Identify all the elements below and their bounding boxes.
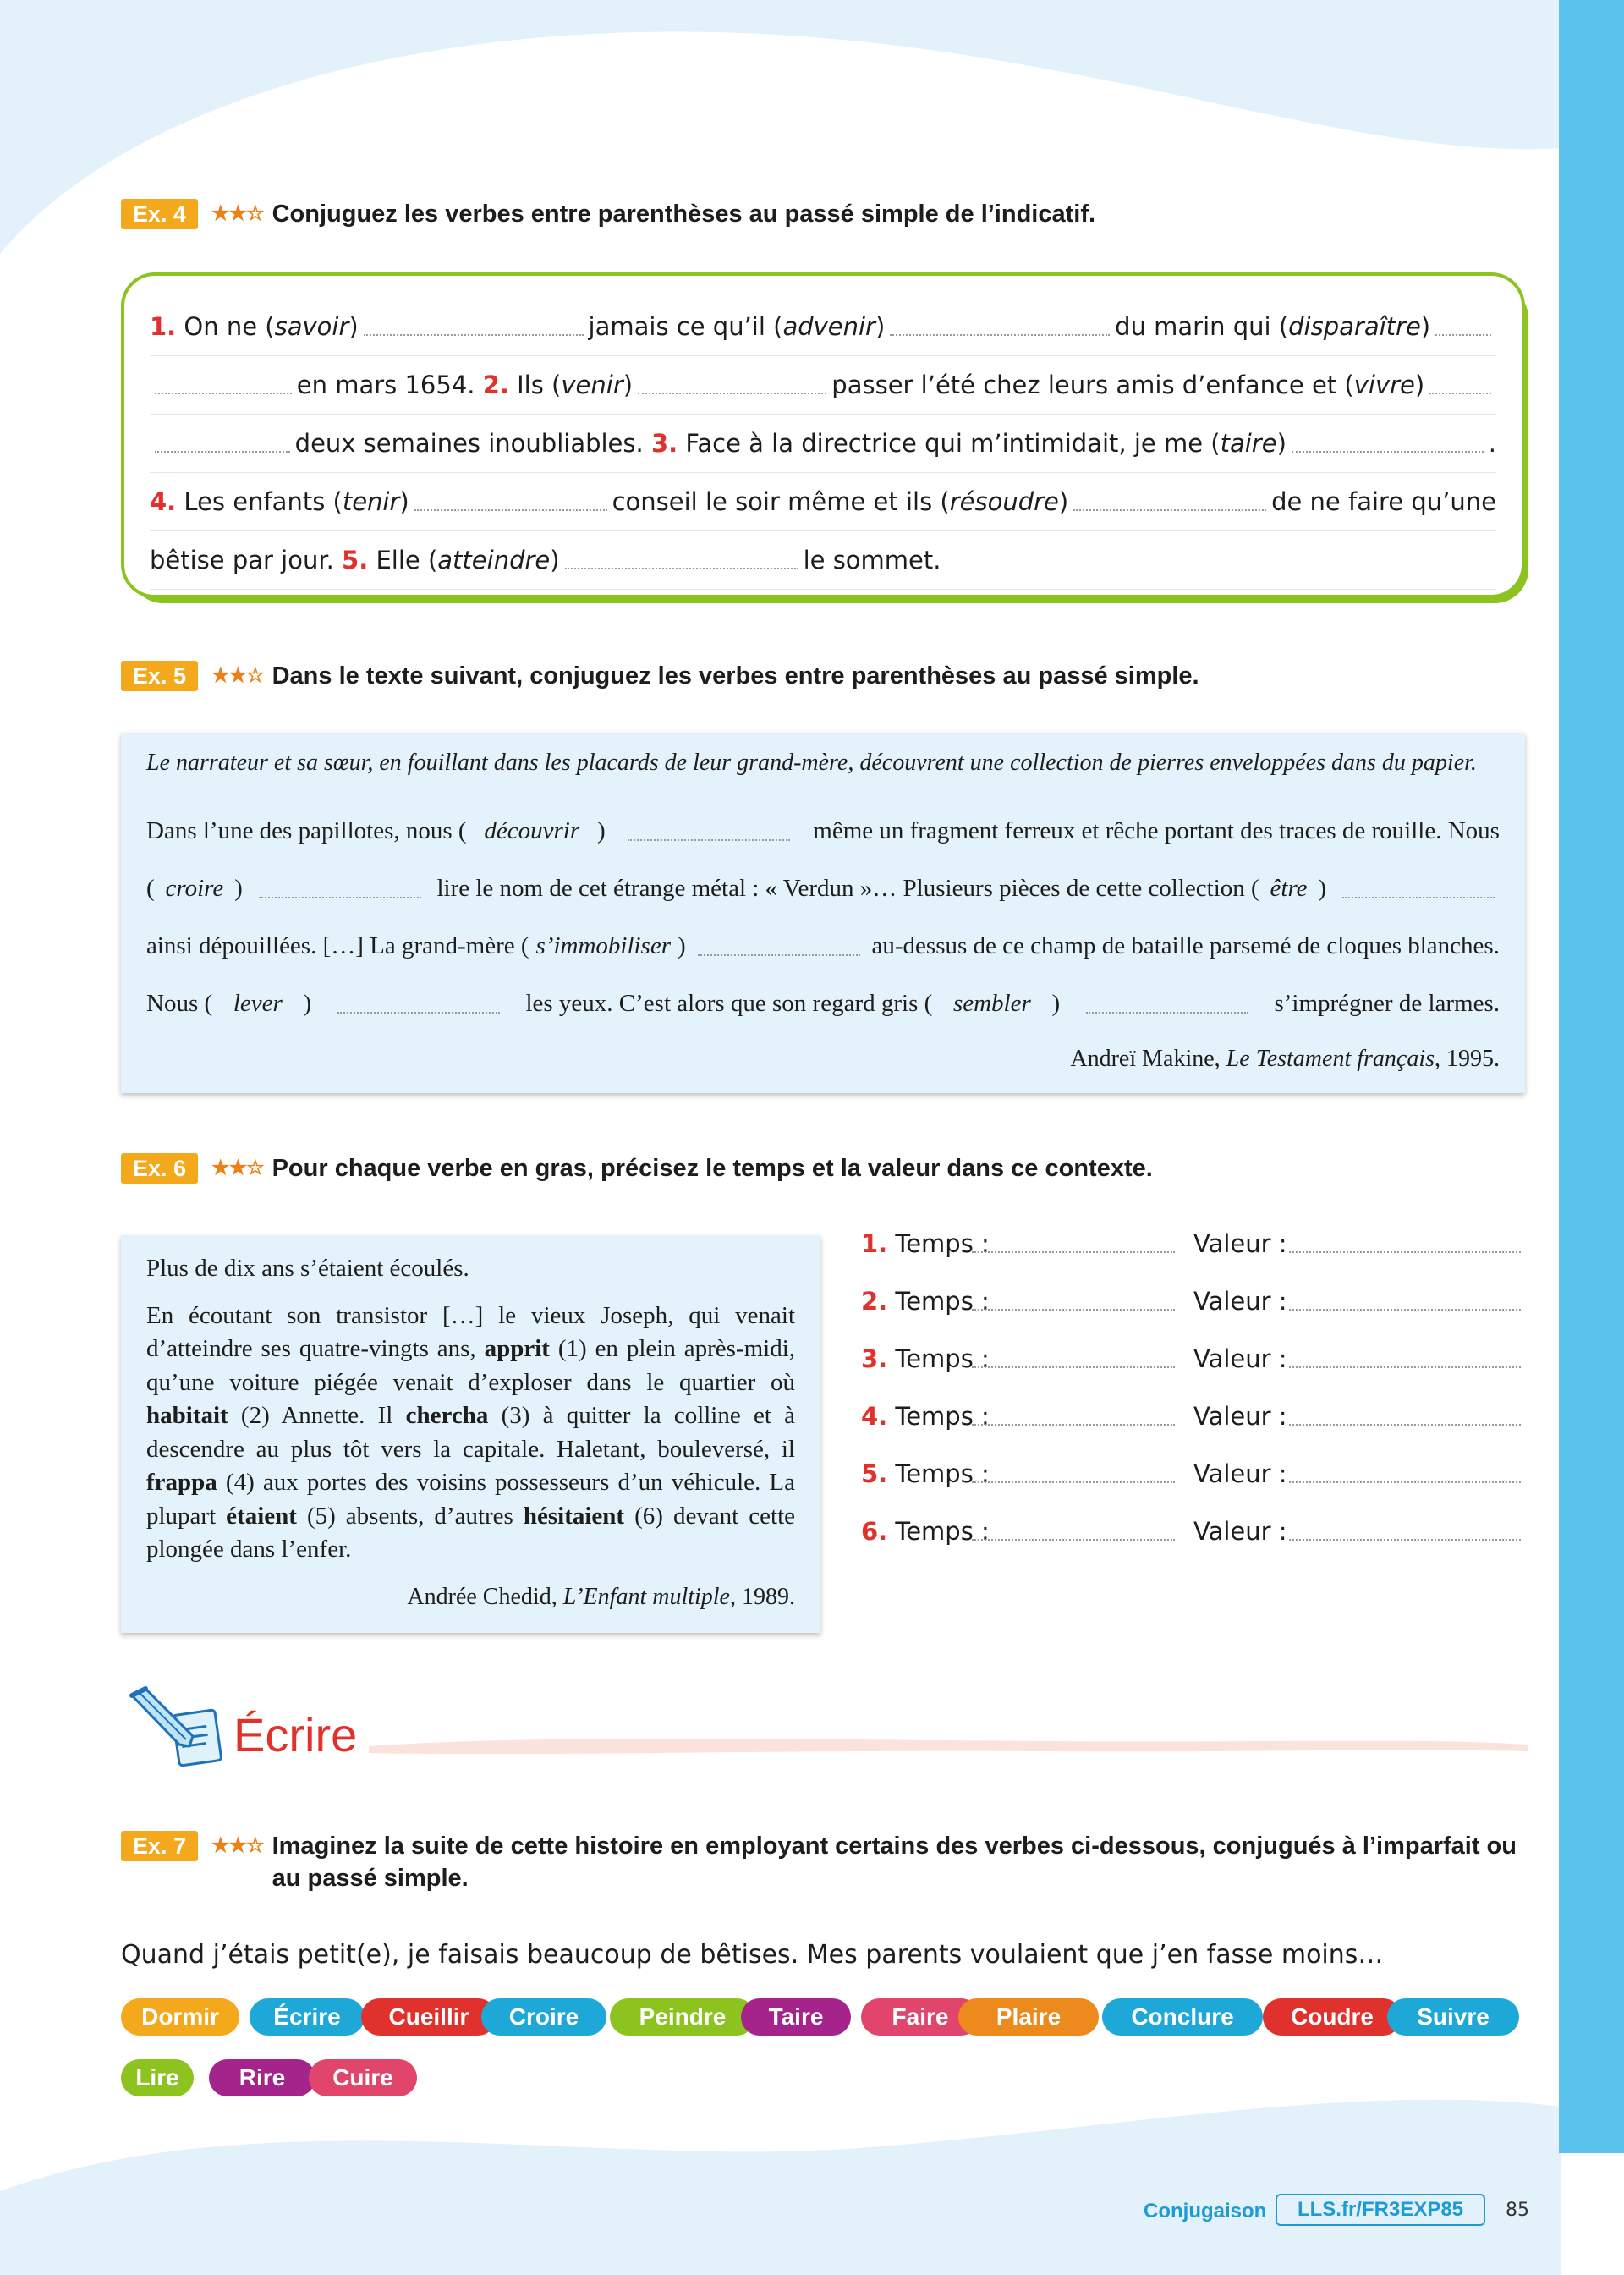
verb-pill: Lire bbox=[121, 2059, 194, 2096]
item-number: 6. bbox=[861, 1517, 888, 1546]
verb-pill: Rire bbox=[209, 2059, 315, 2096]
answer-blank[interactable] bbox=[259, 897, 421, 898]
text-segment: de ne faire qu’une bbox=[1271, 487, 1496, 516]
ex4-header bbox=[121, 198, 1525, 230]
ex5-source: Andreï Makine, Le Testament français, 1995. bbox=[1070, 1046, 1500, 1072]
bold-verb: frappa bbox=[146, 1469, 217, 1496]
bold-verb: habitait bbox=[146, 1402, 228, 1429]
text-segment: Nous ( bbox=[146, 990, 213, 1017]
answer-blank[interactable] bbox=[1073, 509, 1266, 511]
verb-pill: Cuire bbox=[309, 2059, 417, 2096]
verb-infinitive: croire bbox=[165, 875, 224, 902]
ex5-text-box bbox=[121, 733, 1525, 1093]
temps-label: 2. Temps : bbox=[861, 1287, 990, 1316]
temps-blank[interactable] bbox=[972, 1366, 1175, 1368]
ex5-line bbox=[146, 990, 1500, 1018]
ex4-box bbox=[121, 272, 1525, 598]
verb-infinitive: être bbox=[1270, 875, 1308, 902]
text-segment: ) bbox=[1051, 990, 1061, 1017]
verb-infinitive: savoir bbox=[274, 312, 349, 341]
text-segment: On ne ( bbox=[176, 312, 275, 341]
ex6-text bbox=[146, 1252, 795, 1580]
ex6-header bbox=[121, 1152, 1525, 1184]
temps-blank[interactable] bbox=[972, 1251, 1175, 1253]
side-stripe bbox=[1559, 0, 1624, 2153]
item-number: 2. bbox=[861, 1287, 888, 1316]
ex4-badge: Ex. 4 bbox=[121, 199, 198, 229]
footer-link[interactable]: LLS.fr/FR3EXP85 bbox=[1276, 2194, 1485, 2226]
top-wave-background bbox=[0, 0, 1561, 271]
item-number: 1. bbox=[861, 1229, 888, 1258]
text-segment: s’imprégner de larmes. bbox=[1274, 990, 1500, 1017]
text-segment: ) bbox=[348, 312, 359, 341]
ecrire-decorative-stroke bbox=[369, 1731, 1528, 1758]
text-segment: ( bbox=[146, 875, 155, 902]
text-segment: au-dessus de ce champ de bataille parsemé de cloques blanches. bbox=[871, 932, 1500, 959]
text-segment: (6) devant cette plongée dans l’enfer. bbox=[146, 1502, 795, 1563]
verb-pill: Plaire bbox=[958, 1998, 1099, 2036]
text-segment: (2) Annette. Il bbox=[228, 1402, 406, 1429]
text-segment: en mars 1654. bbox=[296, 371, 483, 399]
text-segment: ) bbox=[399, 487, 409, 516]
ex4-line bbox=[150, 298, 1496, 356]
text-segment: Elle ( bbox=[368, 546, 438, 574]
bold-verb: chercha bbox=[405, 1402, 489, 1429]
ex6-answer-row bbox=[861, 1227, 1526, 1261]
verb-infinitive: découvrir bbox=[484, 817, 580, 844]
verb-infinitive: vivre bbox=[1353, 371, 1415, 399]
text-segment: ) bbox=[677, 932, 686, 959]
answer-blank[interactable] bbox=[414, 509, 607, 511]
text-segment: (3) à quitter la colline et à descendre au plus tôt vers la capitale. Haletant, bouleversé, il bbox=[146, 1402, 796, 1463]
text-segment: (1) en plein après-midi, qu’une voiture piégée venait d’exploser dans le quartier où bbox=[146, 1335, 795, 1396]
text-segment: ) bbox=[1058, 487, 1069, 516]
answer-blank[interactable] bbox=[1342, 897, 1495, 898]
verb-infinitive: atteindre bbox=[437, 546, 551, 574]
valeur-blank[interactable] bbox=[1289, 1481, 1521, 1483]
text-segment: (4) aux portes des voisins possesseurs d’un véhicule. La plupart bbox=[146, 1469, 795, 1530]
ex6-answer-row bbox=[861, 1457, 1526, 1491]
ex6-answer-row bbox=[861, 1399, 1526, 1433]
text-segment: même un fragment ferreux et rêche portant des traces de rouille. Nous bbox=[813, 817, 1500, 844]
ex5-badge: Ex. 5 bbox=[121, 661, 198, 691]
valeur-label: Valeur : bbox=[1193, 1402, 1287, 1431]
ex4-line bbox=[150, 415, 1496, 473]
text-segment: ) bbox=[550, 546, 560, 574]
temps-blank[interactable] bbox=[972, 1309, 1175, 1311]
text-segment: lire le nom de cet étrange métal : « Verdun »… Plusieurs pièces de cette collection ( bbox=[436, 875, 1259, 902]
valeur-label: Valeur : bbox=[1193, 1517, 1287, 1546]
bold-verb: apprit bbox=[484, 1335, 550, 1362]
text-segment: En écoutant son transistor […] le vieux Joseph, qui venait d’atteindre ses quatre-vingts ans, bbox=[146, 1301, 795, 1362]
ex5-intro: Le narrateur et sa sœur, en fouillant dans les placards de leur grand-mère, découvrent une collection de pierres enveloppées dans du papier. bbox=[146, 750, 1477, 776]
text-segment: ) bbox=[303, 990, 312, 1017]
verb-infinitive: tenir bbox=[342, 487, 400, 516]
text-segment: ) bbox=[234, 875, 243, 902]
answer-blank[interactable] bbox=[337, 1012, 500, 1014]
answer-blank[interactable] bbox=[1292, 451, 1484, 453]
text-segment: ) bbox=[1414, 371, 1425, 399]
item-number: 5. bbox=[861, 1459, 888, 1488]
ecrire-section-title: Écrire bbox=[233, 1708, 358, 1761]
verb-infinitive: taire bbox=[1220, 429, 1277, 458]
verb-infinitive: disparaître bbox=[1288, 312, 1421, 341]
text-segment: . bbox=[1488, 429, 1496, 458]
verb-pill: Coudre bbox=[1263, 1998, 1402, 2036]
valeur-blank[interactable] bbox=[1289, 1251, 1521, 1253]
item-number: 3. bbox=[650, 429, 678, 458]
ex5-instruction: Dans le texte suivant, conjuguez les verbes entre parenthèses au passé simple. bbox=[272, 662, 1199, 690]
ex5-line bbox=[146, 932, 1500, 960]
text-segment: ) bbox=[1420, 312, 1431, 341]
answer-blank[interactable] bbox=[1435, 334, 1491, 336]
difficulty-stars-icon: ★★☆ bbox=[211, 1157, 264, 1179]
ex7-badge: Ex. 7 bbox=[121, 1831, 198, 1861]
temps-label: 5. Temps : bbox=[861, 1459, 990, 1488]
text-segment: les yeux. C’est alors que son regard gris ( bbox=[525, 990, 933, 1017]
item-number: 2. bbox=[482, 371, 509, 399]
text-segment: ) bbox=[1276, 429, 1287, 458]
bold-verb: hésitaient bbox=[523, 1502, 625, 1530]
text-segment: le sommet. bbox=[803, 546, 941, 574]
answer-blank[interactable] bbox=[155, 393, 292, 394]
verb-pill: Cueillir bbox=[361, 1998, 497, 2036]
ex4-line bbox=[150, 531, 1496, 590]
item-number: 3. bbox=[861, 1344, 888, 1373]
answer-blank[interactable] bbox=[638, 393, 826, 394]
text-segment: Les enfants ( bbox=[176, 487, 343, 516]
ex6-para2 bbox=[146, 1300, 795, 1567]
ex7-instruction: Imaginez la suite de cette histoire en employant certains des verbes ci-dessous, conjugués à l’imparfait ou au passé simple. bbox=[272, 1833, 1517, 1892]
answer-blank[interactable] bbox=[628, 839, 790, 841]
text-segment: passer l’été chez leurs amis d’enfance et ( bbox=[831, 371, 1354, 399]
valeur-blank[interactable] bbox=[1289, 1424, 1521, 1426]
answer-blank[interactable] bbox=[565, 568, 798, 569]
difficulty-stars-icon: ★★☆ bbox=[211, 664, 264, 687]
valeur-blank[interactable] bbox=[1289, 1366, 1521, 1368]
ex7-header bbox=[121, 1830, 1525, 1894]
verb-infinitive: advenir bbox=[782, 312, 875, 341]
ex4-line bbox=[150, 356, 1496, 415]
answer-blank[interactable] bbox=[1086, 1012, 1248, 1014]
ex5-line bbox=[146, 817, 1500, 845]
temps-label: 4. Temps : bbox=[861, 1402, 990, 1431]
ex6-answer-row bbox=[861, 1284, 1526, 1318]
text-segment: Face à la directrice qui m’intimidait, je me ( bbox=[678, 429, 1221, 458]
verb-pill: Peindre bbox=[610, 1998, 755, 2036]
valeur-label: Valeur : bbox=[1193, 1229, 1287, 1258]
valeur-blank[interactable] bbox=[1289, 1539, 1521, 1541]
verb-pill: Croire bbox=[481, 1998, 606, 2036]
verb-pill: Suivre bbox=[1387, 1998, 1519, 2036]
ex4-exercise-box bbox=[121, 272, 1525, 598]
temps-label: 1. Temps : bbox=[861, 1229, 990, 1258]
ex6-answer-row bbox=[861, 1342, 1526, 1376]
verb-pill: Faire bbox=[861, 1998, 979, 2036]
text-segment: du marin qui ( bbox=[1115, 312, 1289, 341]
text-segment: ) bbox=[875, 312, 886, 341]
verb-pill: Écrire bbox=[250, 1998, 365, 2036]
ex6-para1: Plus de dix ans s’étaient écoulés. bbox=[146, 1255, 469, 1282]
item-number: 4. bbox=[150, 487, 177, 516]
verb-pill: Dormir bbox=[121, 1998, 239, 2036]
answer-blank[interactable] bbox=[1429, 393, 1491, 394]
temps-label: 3. Temps : bbox=[861, 1344, 990, 1373]
temps-blank[interactable] bbox=[972, 1481, 1175, 1483]
ex6-answer-row bbox=[861, 1514, 1526, 1548]
temps-label: 6. Temps : bbox=[861, 1517, 990, 1546]
answer-blank[interactable] bbox=[698, 954, 860, 956]
text-segment: ) bbox=[623, 371, 634, 399]
ex4-instruction: Conjuguez les verbes entre parenthèses au passé simple de l’indicatif. bbox=[272, 201, 1096, 228]
ex6-badge: Ex. 6 bbox=[121, 1153, 198, 1184]
text-segment: ) bbox=[596, 817, 606, 844]
text-segment: bêtise par jour. bbox=[150, 546, 343, 574]
item-number: 1. bbox=[150, 312, 177, 341]
difficulty-stars-icon: ★★☆ bbox=[211, 1834, 264, 1857]
answer-blank[interactable] bbox=[364, 334, 584, 336]
valeur-label: Valeur : bbox=[1193, 1344, 1287, 1373]
ex6-instruction: Pour chaque verbe en gras, précisez le temps et la valeur dans ce contexte. bbox=[272, 1155, 1153, 1182]
ex6-text-box bbox=[121, 1235, 820, 1633]
valeur-blank[interactable] bbox=[1289, 1309, 1521, 1311]
temps-blank[interactable] bbox=[972, 1424, 1175, 1426]
text-segment: Dans l’une des papillotes, nous ( bbox=[146, 817, 467, 844]
difficulty-stars-icon: ★★☆ bbox=[211, 202, 264, 225]
bold-verb: étaient bbox=[226, 1502, 297, 1530]
item-number: 4. bbox=[861, 1402, 888, 1431]
verb-infinitive: s’immobiliser bbox=[535, 932, 671, 959]
item-number: 5. bbox=[342, 546, 369, 574]
ex4-text bbox=[150, 298, 1496, 590]
ex5-header bbox=[121, 660, 1525, 692]
verb-infinitive: sembler bbox=[952, 990, 1031, 1017]
valeur-label: Valeur : bbox=[1193, 1287, 1287, 1316]
text-segment: conseil le soir même et ils ( bbox=[612, 487, 950, 516]
bottom-wave-background bbox=[0, 2090, 1561, 2275]
answer-blank[interactable] bbox=[890, 334, 1110, 336]
verb-pill: Conclure bbox=[1102, 1998, 1263, 2036]
verb-infinitive: venir bbox=[561, 371, 623, 399]
temps-blank[interactable] bbox=[972, 1539, 1175, 1541]
verb-infinitive: résoudre bbox=[949, 487, 1059, 516]
verb-infinitive: lever bbox=[233, 990, 283, 1017]
text-segment: deux semaines inoubliables. bbox=[294, 429, 651, 458]
answer-blank[interactable] bbox=[155, 451, 290, 453]
text-segment: (5) absents, d’autres bbox=[296, 1502, 524, 1530]
text-segment: Ils ( bbox=[508, 371, 562, 399]
ex5-line bbox=[146, 875, 1500, 903]
valeur-label: Valeur : bbox=[1193, 1459, 1287, 1488]
writing-hand-icon bbox=[127, 1684, 235, 1768]
ex7-story-start: Quand j’étais petit(e), je faisais beaucoup de bêtises. Mes parents voulaient que j’en fasse moins… bbox=[121, 1940, 1384, 1970]
text-segment: ) bbox=[1318, 875, 1327, 902]
footer-section-label: Conjugaison bbox=[1144, 2200, 1267, 2223]
text-segment: ainsi dépouillées. […] La grand-mère ( bbox=[146, 932, 529, 959]
text-segment: jamais ce qu’il ( bbox=[588, 312, 783, 341]
ex4-line bbox=[150, 473, 1496, 531]
ex6-source: Andrée Chedid, L’Enfant multiple, 1989. bbox=[407, 1584, 795, 1610]
verb-pill: Taire bbox=[741, 1998, 851, 2036]
page-number: 85 bbox=[1506, 2200, 1529, 2221]
